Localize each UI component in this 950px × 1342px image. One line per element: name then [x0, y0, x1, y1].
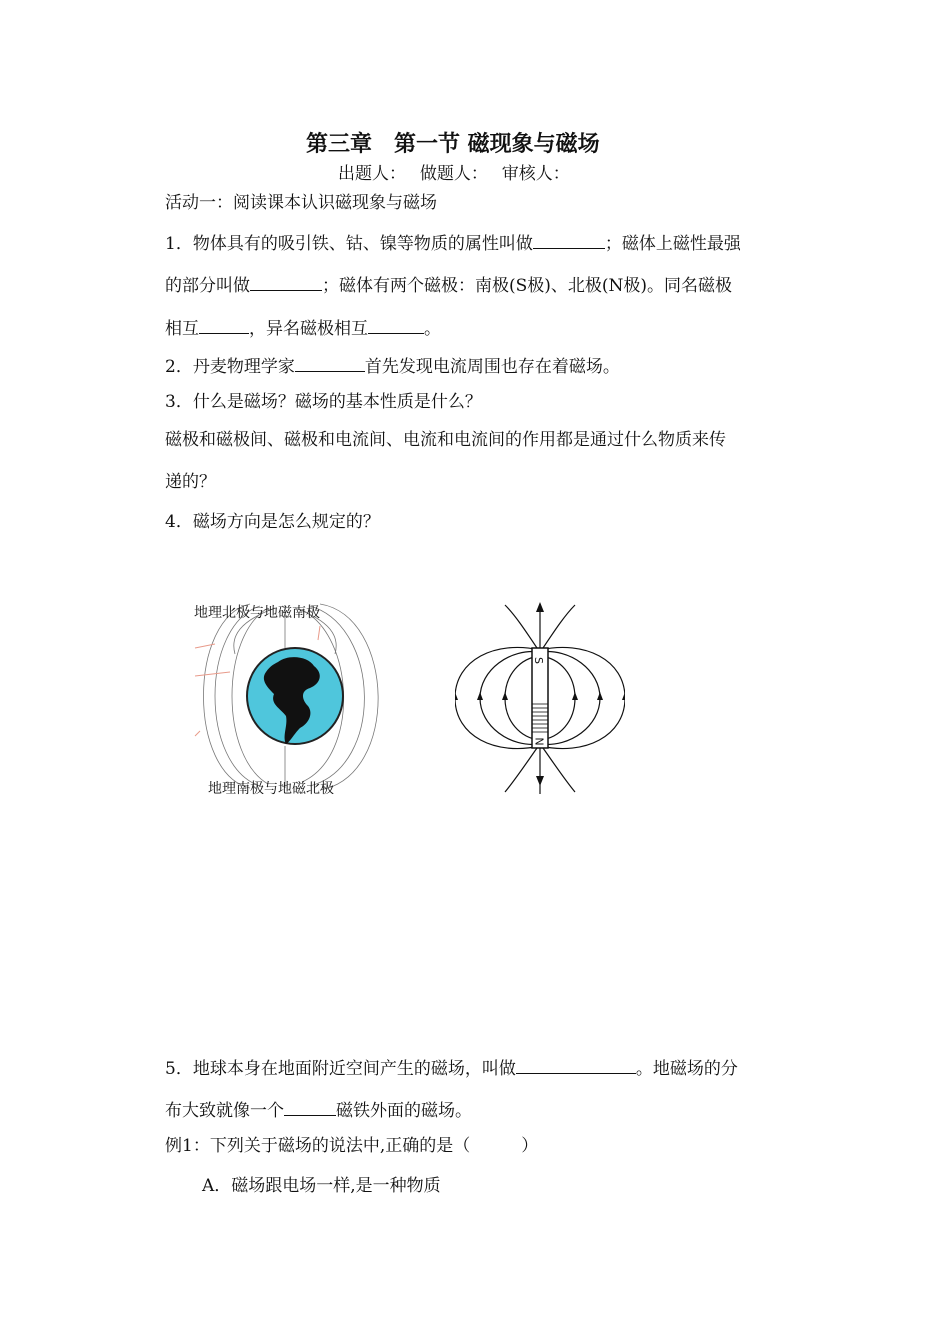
geographic-north-label: 地理北极与地磁南极: [194, 605, 320, 621]
q5-text-b: 。地磁场的分: [635, 1059, 738, 1079]
q5-text-d: 磁铁外面的磁场。: [336, 1101, 472, 1121]
bar-magnet-drawing: [455, 600, 625, 796]
answer-blank[interactable]: [533, 231, 605, 249]
example-1-stem: 例1：下列关于磁场的说法中,正确的是（ ）: [165, 1136, 539, 1156]
answer-blank[interactable]: [295, 354, 365, 372]
q2-text-b: 首先发现电流周围也存在着磁场。: [364, 357, 620, 377]
question-2: [165, 354, 620, 377]
magnet-pole-s-label: S: [531, 657, 545, 664]
activity-heading: 活动一：阅读课本认识磁现象与磁场: [165, 193, 437, 213]
question-3-line-1: 3．什么是磁场？磁场的基本性质是什么？: [165, 392, 482, 412]
q1-text-c: 的部分叫做: [165, 276, 250, 296]
example-1-option-a[interactable]: A．磁场跟电场一样,是一种物质: [202, 1176, 441, 1196]
page-title: 第三章 第一节 磁现象与磁场: [306, 132, 600, 157]
q1-text-e: 相互: [165, 319, 199, 339]
answer-blank[interactable]: [516, 1056, 636, 1074]
earth-field-drawing: [190, 596, 400, 796]
question-1-line-1: [165, 231, 741, 254]
q5-text-c: 布大致就像一个: [165, 1101, 284, 1121]
byline: 出题人： 做题人： 审核人：: [338, 164, 570, 184]
earth-field-figure: [190, 596, 400, 796]
question-3-line-2: 磁极和磁极间、磁极和电流间、电流和电流间的作用都是通过什么物质来传: [165, 430, 726, 450]
question-5-line-2: [165, 1098, 472, 1121]
question-1-line-2: [165, 273, 732, 296]
answer-blank[interactable]: [199, 316, 249, 334]
q5-text-a: 5．地球本身在地面附近空间产生的磁场，叫做: [165, 1059, 516, 1079]
bar-magnet-figure: [455, 600, 625, 796]
question-5-line-1: [165, 1056, 738, 1079]
q1-text-g: 。: [424, 319, 441, 339]
magnet-pole-n-label: N: [532, 737, 546, 746]
answer-blank[interactable]: [250, 273, 322, 291]
q2-text-a: 2．丹麦物理学家: [165, 357, 295, 377]
q1-text-b: ；磁体上磁性最强: [604, 234, 741, 254]
q1-text-a: 1．物体具有的吸引铁、钴、镍等物质的属性叫做: [165, 234, 533, 254]
question-3-line-3: 递的？: [165, 472, 216, 492]
q1-text-d: ；磁体有两个磁极：南极(S极)、北极(N极)。同名磁极: [322, 276, 733, 296]
geographic-south-label: 地理南极与地磁北极: [208, 781, 334, 797]
q1-text-f: ，异名磁极相互: [249, 319, 368, 339]
answer-blank[interactable]: [368, 316, 424, 334]
question-4: 4．磁场方向是怎么规定的？: [165, 512, 380, 532]
answer-blank[interactable]: [284, 1098, 336, 1116]
question-1-line-3: [165, 316, 441, 339]
